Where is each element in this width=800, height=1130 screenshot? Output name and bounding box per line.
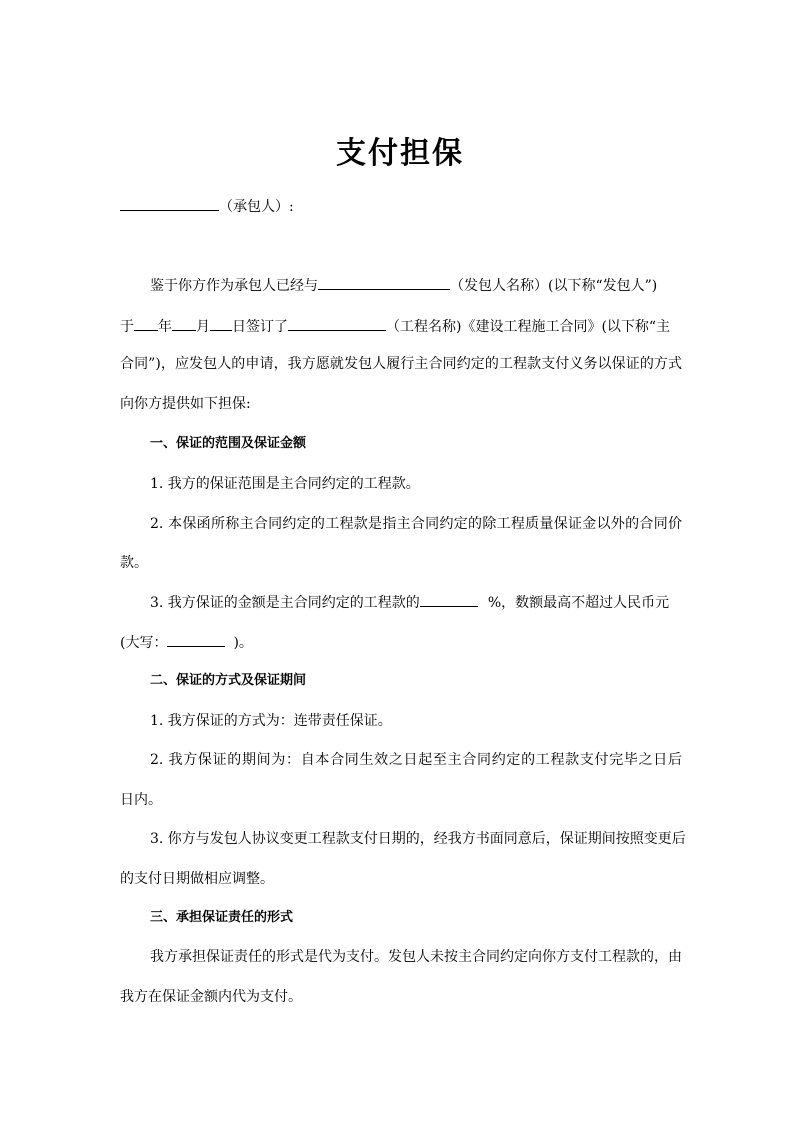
section-heading-1: 一、保证的范围及保证金额 bbox=[150, 436, 307, 451]
intro-line-2 bbox=[120, 316, 682, 337]
intro-text: 于 bbox=[120, 319, 134, 335]
section2-item-1: 1. 我方保证的方式为：连带责任保证。 bbox=[150, 713, 392, 729]
blank-field-employer-name bbox=[318, 275, 450, 290]
section1-item-3-line-2 bbox=[120, 632, 682, 653]
section2-item-2-line-1: 2. 我方保证的期间为：自本合同生效之日起至主合同约定的工程款支付完毕之日后 bbox=[150, 752, 682, 768]
blank-field-contractor bbox=[120, 196, 219, 211]
intro-text: 日签订了 bbox=[232, 319, 288, 335]
intro-text: 月 bbox=[196, 319, 210, 335]
section1-item-2-line-2: 款。 bbox=[120, 555, 148, 571]
section1-item-2-line-1: 2. 本保函所称主合同约定的工程款是指主合同约定的除工程质量保证金以外的合同价 bbox=[150, 516, 682, 532]
intro-text: （工程名称)《建设工程施工合同》(以下称“主 bbox=[386, 319, 671, 335]
blank-field-project-name bbox=[288, 316, 386, 331]
intro-text: 年 bbox=[158, 319, 172, 335]
addressee-suffix: （承包人）: bbox=[219, 199, 294, 215]
section2-item-2-line-2: 日内。 bbox=[120, 792, 162, 808]
intro-text: （发包人名称）(以下称“发包人”) bbox=[450, 278, 658, 294]
item-text: )。 bbox=[233, 635, 253, 651]
document-title: 支付担保 bbox=[336, 136, 464, 171]
section2-item-3-line-2: 的支付日期做相应调整。 bbox=[120, 871, 274, 887]
intro-text: 鉴于你方作为承包人已经与 bbox=[150, 278, 318, 294]
section-heading-3: 三、承担保证责任的形式 bbox=[150, 910, 294, 925]
section-heading-2: 二、保证的方式及保证期间 bbox=[150, 673, 307, 688]
intro-line-1 bbox=[150, 275, 682, 296]
section1-item-3-line-1 bbox=[150, 592, 682, 613]
blank-field-percentage bbox=[420, 592, 478, 607]
item-text: %，数额最高不超过人民币元 bbox=[487, 595, 670, 611]
section3-paragraph-line-1: 我方承担保证责任的形式是代为支付。发包人未按主合同约定向你方支付工程款的，由 bbox=[150, 949, 682, 965]
item-text: (大写： bbox=[120, 635, 168, 651]
intro-line-4: 向你方提供如下担保: bbox=[120, 396, 251, 412]
section1-item-1: 1. 我方的保证范围是主合同约定的工程款。 bbox=[150, 476, 420, 492]
addressee-line bbox=[120, 196, 682, 217]
blank-field-amount-words bbox=[167, 632, 225, 647]
blank-field-day bbox=[210, 316, 232, 331]
section3-paragraph-line-2: 我方在保证金额内代为支付。 bbox=[120, 989, 302, 1005]
blank-field-year bbox=[134, 316, 158, 331]
section2-item-3-line-1: 3. 你方与发包人协议变更工程款支付日期的，经我方书面同意后，保证期间按照变更后 bbox=[150, 831, 686, 847]
blank-field-month bbox=[172, 316, 196, 331]
item-text: 3. 我方保证的金额是主合同约定的工程款的 bbox=[150, 595, 420, 611]
intro-line-3: 合同”)，应发包人的申请，我方愿就发包人履行主合同约定的工程款支付义务以保证的方式 bbox=[120, 356, 682, 372]
